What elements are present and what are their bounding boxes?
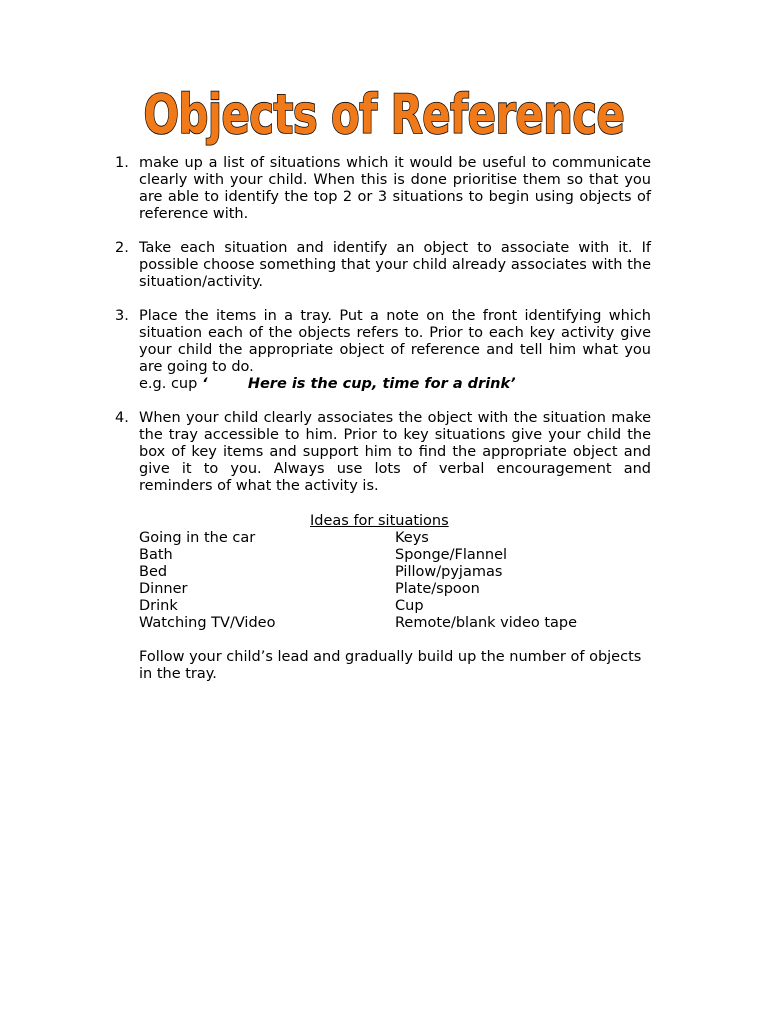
step-text: make up a list of situations which it would be useful to communicate clearly with your child. When this is done prioritise them so that you are able to identify the top 2 or 3 situations to begin using objects of reference with.	[139, 155, 651, 222]
table-row	[139, 615, 651, 632]
situation-cell: Watching TV/Video	[139, 615, 276, 631]
example-prefix: e.g. cup	[139, 376, 202, 392]
step-text: Take each situation and identify an object to associate with it. If possible choose something that your child already associates with the situation/activity.	[139, 240, 651, 290]
object-cell: Keys	[395, 530, 429, 546]
steps-list	[115, 155, 651, 512]
table-row	[139, 530, 651, 547]
table-row	[139, 547, 651, 564]
object-cell: Remote/blank video tape	[395, 615, 578, 631]
object-cell: Plate/spoon	[395, 581, 480, 597]
object-cell: Cup	[395, 598, 424, 614]
step-item	[115, 308, 651, 393]
ideas-heading: Ideas for situations	[310, 513, 449, 529]
example-quote: ‘ Here is the cup, time for a drink’	[201, 376, 516, 392]
situation-cell: Drink	[139, 598, 178, 614]
situation-cell: Bed	[139, 564, 168, 580]
table-row	[139, 564, 651, 581]
step-text: Place the items in a tray. Put a note on the front identifying which situation each of the objects refers to. Prior to each key activity give your child the appropriate object of reference and tell him what you are going to do.	[139, 308, 651, 375]
step-number: 3.	[115, 308, 129, 324]
situation-cell: Bath	[139, 547, 173, 563]
situation-cell: Going in the car	[139, 530, 256, 546]
situation-cell: Dinner	[139, 581, 188, 597]
closing-paragraph: Follow your child’s lead and gradually build up the number of objects in the tray.	[139, 649, 642, 682]
page-title: Objects of Reference	[143, 83, 625, 146]
step-text: When your child clearly associates the object with the situation make the tray accessible to him. Prior to key situations give your child the box of key items and support him to find the appropriate object and give it to you. Always use lots of verbal encouragement and reminders of what the activity is.	[139, 410, 651, 494]
step-item	[115, 155, 651, 223]
example-line	[139, 376, 651, 393]
object-cell: Pillow/pyjamas	[395, 564, 503, 580]
step-number: 2.	[115, 240, 129, 256]
object-cell: Sponge/Flannel	[395, 547, 508, 563]
table-row	[139, 598, 651, 615]
step-number: 4.	[115, 410, 129, 426]
ideas-table	[139, 530, 651, 632]
step-item	[115, 410, 651, 495]
table-row	[139, 581, 651, 598]
step-item	[115, 240, 651, 291]
step-number: 1.	[115, 155, 129, 171]
